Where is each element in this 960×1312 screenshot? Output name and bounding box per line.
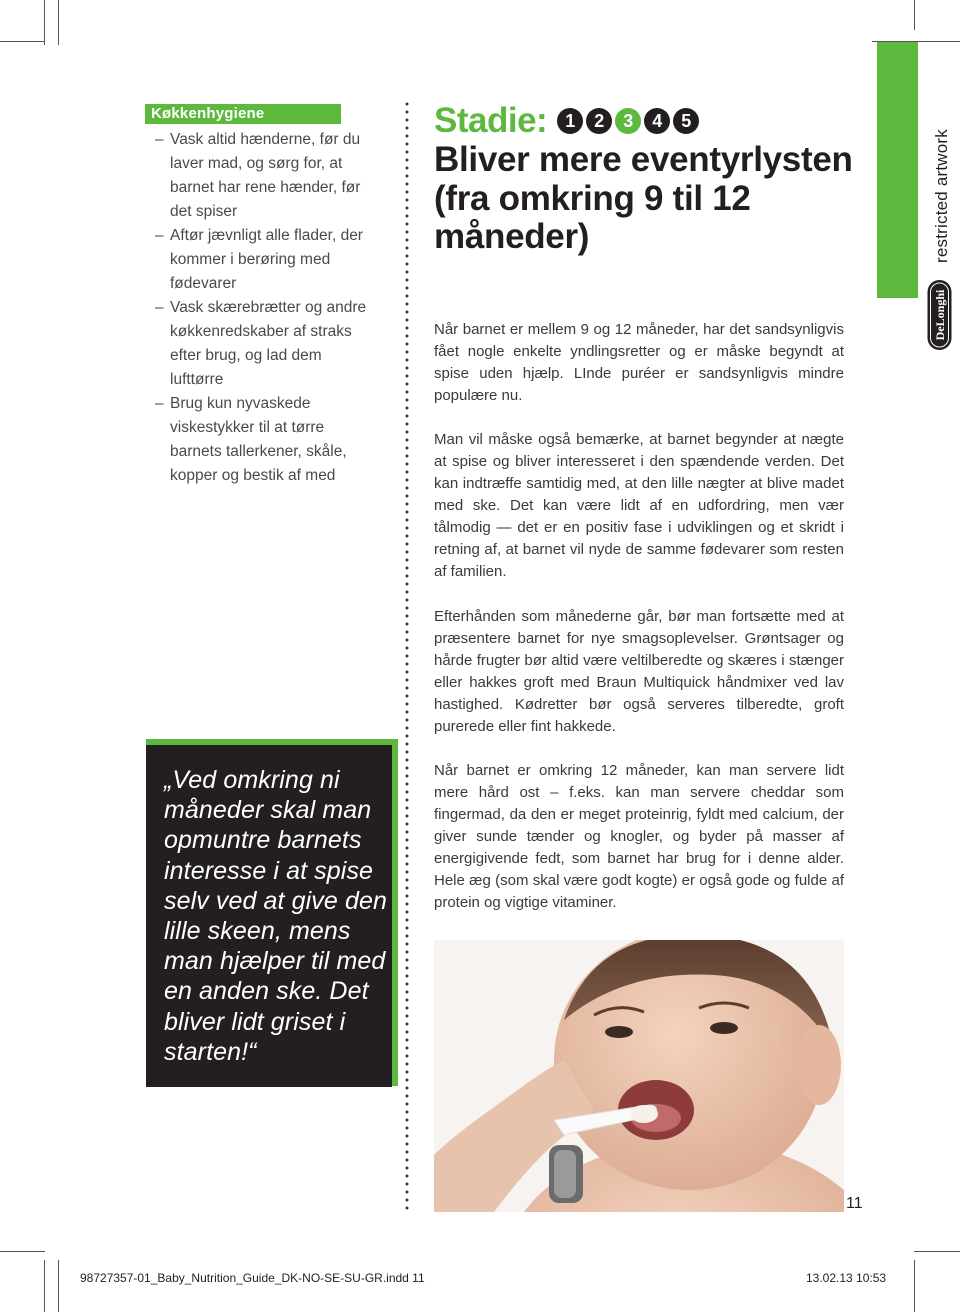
footer-filename: 98727357-01_Baby_Nutrition_Guide_DK-NO-SE-SU-GR.indd 11: [80, 1271, 425, 1285]
logo-icon: [927, 279, 953, 351]
crop-mark: [44, 1260, 45, 1312]
quote-text: „Ved omkring ni måneder skal man opmuntre barnets interesse i at spise selv ved at give den lille skeen, mens man hjælper til med en anden ske. Det bliver lidt griset i starten!“: [164, 766, 387, 1066]
paragraph-4: Når barnet er omkring 12 måneder, kan man servere lidt mere hård ost – f.eks. kan man servere cheddar som fingermad, da den er meget proteinrig, fyldt med calcium, der giver sunde tænder og knogler, og byder på masser af energigivende fedt, som barnet har brug for i denne alder. Hele æg (som skal være godt kogte) er også gode og fulde af protein og vigtige vitaminer.: [434, 762, 844, 911]
paragraph-3: Efterhånden som månederne går, bør man fortsætte med at præsentere barnet for nye smagsoplevelser. Grøntsager og hårde frugter bør altid være veltilberedte og skæres i stænger eller hakkes groft med Braun Multiquick håndmixer ved lav hastighed. Kødretter bør også serveres tilberedte, groft purerede eller fint hakkede.: [434, 608, 844, 735]
logo-text: DeLonghi: [933, 289, 947, 341]
stage-step-3-active: 3: [615, 108, 641, 134]
stage-step-2: 2: [586, 108, 612, 134]
paragraph-1: Når barnet er mellem 9 og 12 måneder, har det sandsynligvis fået nogle enkelte yndlingsretter og er måske begyndt at spise uden hjælp. LInde puréer er sandsynligvis mindre populære nu.: [434, 321, 844, 404]
crop-mark: [58, 0, 59, 45]
list-item: – Brug kun nyvaskede viskestykker til at tørre barnets tallerkener, skåle, kopper og bestik af med: [145, 392, 375, 488]
list-item: – Vask skærebrætter og andre køkkenredskaber af straks efter brug, og lad dem lufttørre: [145, 296, 375, 392]
list-item: – Vask altid hænderne, før du laver mad, og sørg for, at barnet har rene hænder, før det spiser: [145, 128, 375, 224]
crop-mark: [914, 1251, 960, 1252]
footer-timestamp: 13.02.13 10:53: [806, 1271, 887, 1285]
hygiene-list: [145, 128, 375, 488]
restricted-artwork-label: restricted artwork: [932, 129, 951, 263]
body-paragraph: [434, 429, 844, 583]
kitchen-hygiene-sidebar: [145, 104, 375, 488]
body-paragraph: [434, 606, 844, 738]
side-tab: [877, 42, 918, 298]
delonghi-logo: [927, 279, 958, 351]
sidebar-heading: Køkkenhygiene: [145, 104, 341, 124]
stage-step-1: 1: [557, 108, 583, 134]
page-title: Bliver mere eventyrlysten (fra omkring 9 til 12 måneder): [434, 140, 853, 256]
baby-feeding-illustration: [434, 940, 844, 1212]
list-item: – Aftør jævnligt alle flader, der kommer i berøring med fødevarer: [145, 224, 375, 296]
crop-mark: [914, 0, 915, 30]
body-paragraph: [434, 760, 844, 914]
paragraph-2: Man vil måske også bemærke, at barnet begynder at nægte at spise og bliver interesseret i den spændende verden. Det kan indtræffe samtidig med, at den lille nægter at blive madet med ske. Det kan være lidt af en udfordring, men vær tålmodig — det er en positiv fase i udviklingen og et skridt i retning af, at barnet vil nyde de samme fødevarer som resten af familien.: [434, 431, 844, 580]
crop-mark: [0, 41, 45, 42]
page-number: 11: [846, 1195, 863, 1212]
body-paragraph: [434, 319, 844, 407]
dotted-divider: [405, 100, 409, 1212]
stage-steps: [557, 108, 699, 134]
baby-feeding-photo: [434, 940, 844, 1212]
stage-step-5: 5: [673, 108, 699, 134]
stage-label: Stadie:: [434, 101, 548, 140]
stage-step-4: 4: [644, 108, 670, 134]
crop-mark: [44, 0, 45, 45]
pull-quote: [146, 745, 392, 1087]
crop-mark: [58, 1260, 59, 1312]
stage-header: [434, 100, 854, 257]
crop-mark: [914, 1260, 915, 1312]
crop-mark: [0, 1251, 45, 1252]
